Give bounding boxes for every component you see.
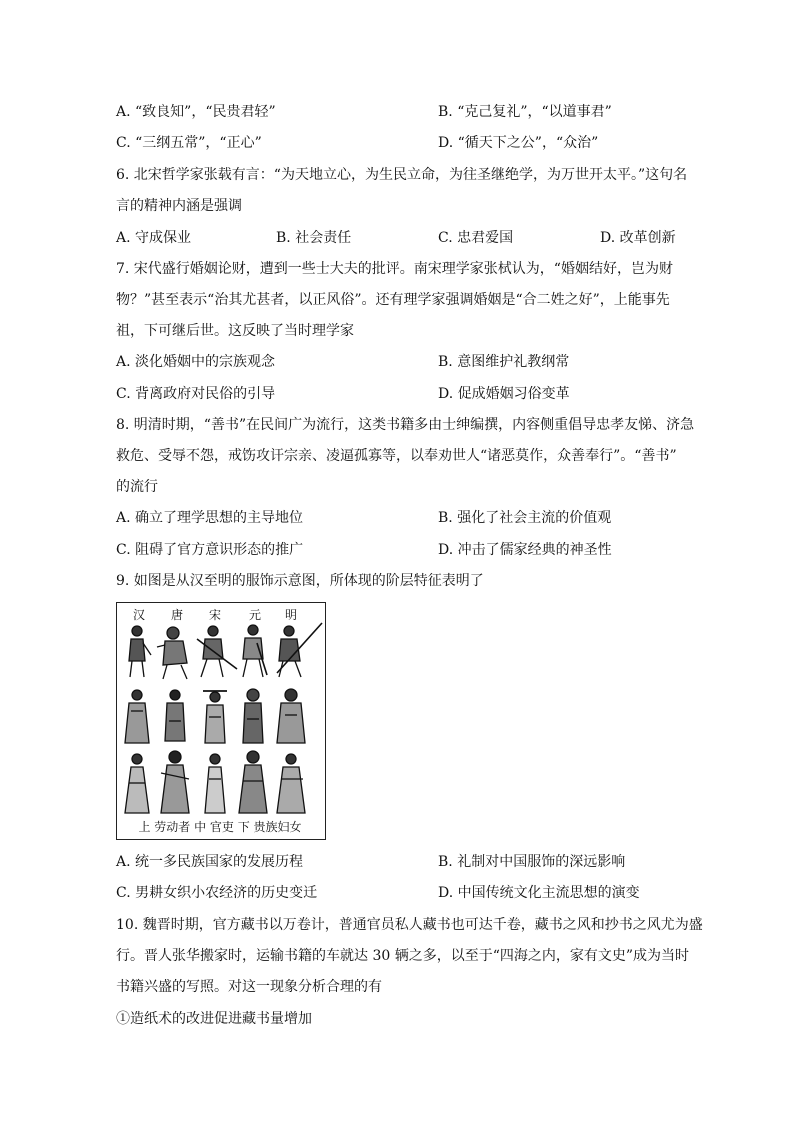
q6-option-c: C. 忠君爱国 [438, 230, 514, 246]
q8-stem-line2: 救危、受辱不怨，戒饬攻讦宗亲、凌逼孤寡等，以奉劝世人“诸恶莫作，众善奉行”。“善书” [116, 448, 677, 464]
q8-stem-line1: 8. 明清时期，“善书”在民间广为流行，这类书籍多由士绅编撰，内容侧重倡导忠孝友悌、济急 [116, 417, 695, 433]
laborer-yuan [243, 625, 267, 677]
official-yuan [243, 689, 263, 743]
q7-stem-line3: 祖，下可继后世。这反映了当时理学家 [116, 323, 354, 339]
official-tang [165, 690, 185, 741]
dynasty-label-ming: 明 [284, 608, 298, 622]
q5-option-a: A. “致良知”，“民贵君轻” [116, 104, 276, 120]
q6-stem-line1: 6. 北宋哲学家张载有言：“为天地立心，为生民立命，为往圣继绝学，为万世开太平。”这句名 [116, 167, 688, 183]
q7-stem-line2: 物？”甚至表示“治其尤甚者，以正风俗”。还有理学家强调婚姻是“合二姓之好”，上能事先 [116, 292, 670, 308]
q10-stem-line1: 10. 魏晋时期，官方藏书以万卷计，普通官员私人藏书也可达千卷，藏书之风和抄书之风尤为盛 [116, 917, 703, 933]
q6-stem-line2: 言的精神内涵是强调 [116, 198, 242, 214]
laborer-han [129, 626, 151, 677]
figure-caption: 上 劳动者 中 官吏 下 贵族妇女 [138, 820, 302, 834]
q5-option-c: C. “三纲五常”，“正心” [116, 135, 262, 151]
q7-option-a: A. 淡化婚姻中的宗族观念 [116, 354, 276, 370]
noblewoman-han [125, 754, 149, 813]
laborer-song [197, 626, 237, 677]
laborer-tang [157, 627, 187, 679]
costume-figure [116, 602, 326, 840]
dynasty-label-yuan: 元 [248, 608, 262, 622]
costume-figure-drawing [117, 603, 324, 838]
q10-stem-line3: 书籍兴盛的写照。对这一现象分析合理的有 [116, 979, 382, 995]
laborer-ming [277, 623, 322, 677]
noblewoman-song [205, 754, 225, 813]
q7-option-c: C. 背离政府对民俗的引导 [116, 386, 276, 402]
official-song [203, 691, 227, 743]
official-han [125, 690, 149, 743]
q9-stem-line1: 9. 如图是从汉至明的服饰示意图，所体现的阶层特征表明了 [116, 573, 484, 589]
q10-stem-line2: 行。晋人张华搬家时，运输书籍的车就达 30 辆之多，以至于“四海之内，家有文史”成为当时 [116, 948, 690, 964]
q7-stem-line1: 7. 宋代盛行婚姻论财，遭到一些士大夫的批评。南宋理学家张栻认为，“婚姻结好，岂为财 [116, 261, 673, 277]
q6-option-d: D. 改革创新 [600, 230, 676, 246]
q8-option-d: D. 冲击了儒家经典的神圣性 [438, 542, 612, 558]
q8-option-a: A. 确立了理学思想的主导地位 [116, 510, 304, 526]
q10-item-1: ①造纸术的改进促进藏书量增加 [116, 1011, 312, 1027]
q5-option-b: B. “克己复礼”，“以道事君” [438, 104, 612, 120]
q6-option-a: A. 守成保业 [116, 230, 192, 246]
noblewoman-yuan [239, 751, 267, 813]
q9-option-d: D. 中国传统文化主流思想的演变 [438, 885, 640, 901]
q5-option-d: D. “循天下之公”，“众治” [438, 135, 599, 151]
q8-option-b: B. 强化了社会主流的价值观 [438, 510, 612, 526]
q9-option-c: C. 男耕女织小农经济的历史变迁 [116, 885, 318, 901]
q8-option-c: C. 阻碍了官方意识形态的推广 [116, 542, 304, 558]
dynasty-label-tang: 唐 [170, 608, 184, 622]
official-ming [277, 689, 305, 743]
q9-option-b: B. 礼制对中国服饰的深远影响 [438, 854, 626, 870]
dynasty-label-han: 汉 [132, 608, 146, 622]
q7-option-d: D. 促成婚姻习俗变革 [438, 386, 570, 402]
dynasty-label-song: 宋 [208, 608, 222, 622]
q8-stem-line3: 的流行 [116, 479, 158, 495]
noblewoman-ming [277, 754, 305, 813]
noblewoman-tang [161, 751, 189, 813]
q7-option-b: B. 意图维护礼教纲常 [438, 354, 570, 370]
q6-option-b: B. 社会责任 [276, 230, 352, 246]
q9-option-a: A. 统一多民族国家的发展历程 [116, 854, 304, 870]
